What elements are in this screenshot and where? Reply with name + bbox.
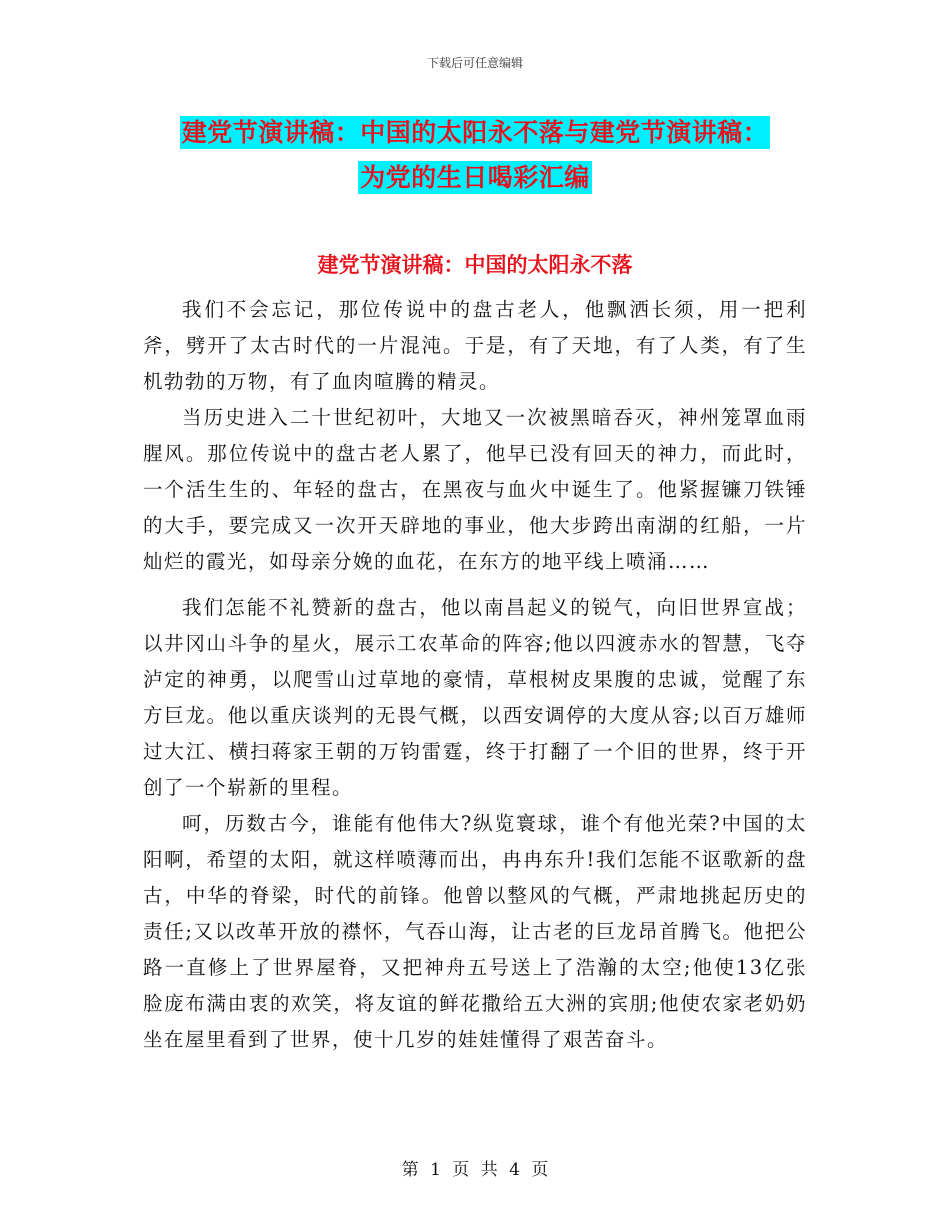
document-title-line-2 [0,158,950,194]
section-title: 建党节演讲稿：中国的太阳永不落 [317,253,633,277]
paragraph-1: 我们不会忘记，那位传说中的盘古老人，他飘洒长须，用一把利斧，劈开了太古时代的一片混沌。于是，有了天地，有了人类，有了生机勃勃的万物，有了血肉喧腾的精灵。 [143,298,807,393]
body-text [143,292,807,1058]
title-highlight-2: 为党的生日喝彩汇编 [360,163,590,192]
title-highlight-1: 建党节演讲稿：中国的太阳永不落与建党节演讲稿： [181,118,769,147]
document-title-line-1 [0,113,950,149]
paragraph-4: 呵，历数古今，谁能有他伟大?纵览寰球，谁个有他光荣?中国的太阳啊，希望的太阳，就这样喷薄而出，冉冉东升!我们怎能不讴歌新的盘古，中华的脊梁，时代的前锋。他曾以整风的气概，严肃地挑起历史的责任;又以改革开放的襟怀，气吞山海，让古老的巨龙昂首腾飞。他把公路一直修上了世界屋脊，又把神舟五号送上了浩瀚的太空;他使13亿张脸庞布满由衷的欢笑，将友谊的鲜花撒给五大洲的宾朋;他使农家老奶奶坐在屋里看到了世界，使十几岁的娃娃懂得了艰苦奋斗。 [143,812,807,1051]
paragraph-3: 我们怎能不礼赞新的盘古，他以南昌起义的锐气，向旧世界宣战；以井冈山斗争的星火，展示工农革命的阵容;他以四渡赤水的智慧，飞夺泸定的神勇，以爬雪山过草地的豪情，草根树皮果腹的忠诚，觉醒了东方巨龙。他以重庆谈判的无畏气概，以西安调停的大度从容;以百万雄师过大江、横扫蒋家王朝的万钧雷霆，终于打翻了一个旧的世界，终于开创了一个崭新的里程。 [143,596,807,799]
paragraph-2: 当历史进入二十世纪初叶，大地又一次被黑暗吞灭，神州笼罩血雨腥风。那位传说中的盘古老人累了，他早已没有回天的神力，而此时，一个活生生的、年轻的盘古，在黑夜与血火中诞生了。他紧握镰刀铁锤的大手，要完成又一次开天辟地的事业，他大步跨出南湖的红船，一片灿烂的霞光，如母亲分娩的血花，在东方的地平线上喷涌…… [143,406,807,573]
header-note: 下载后可任意编辑 [426,56,523,70]
page-footer: 第 1 页 共 4 页 [401,1160,549,1180]
